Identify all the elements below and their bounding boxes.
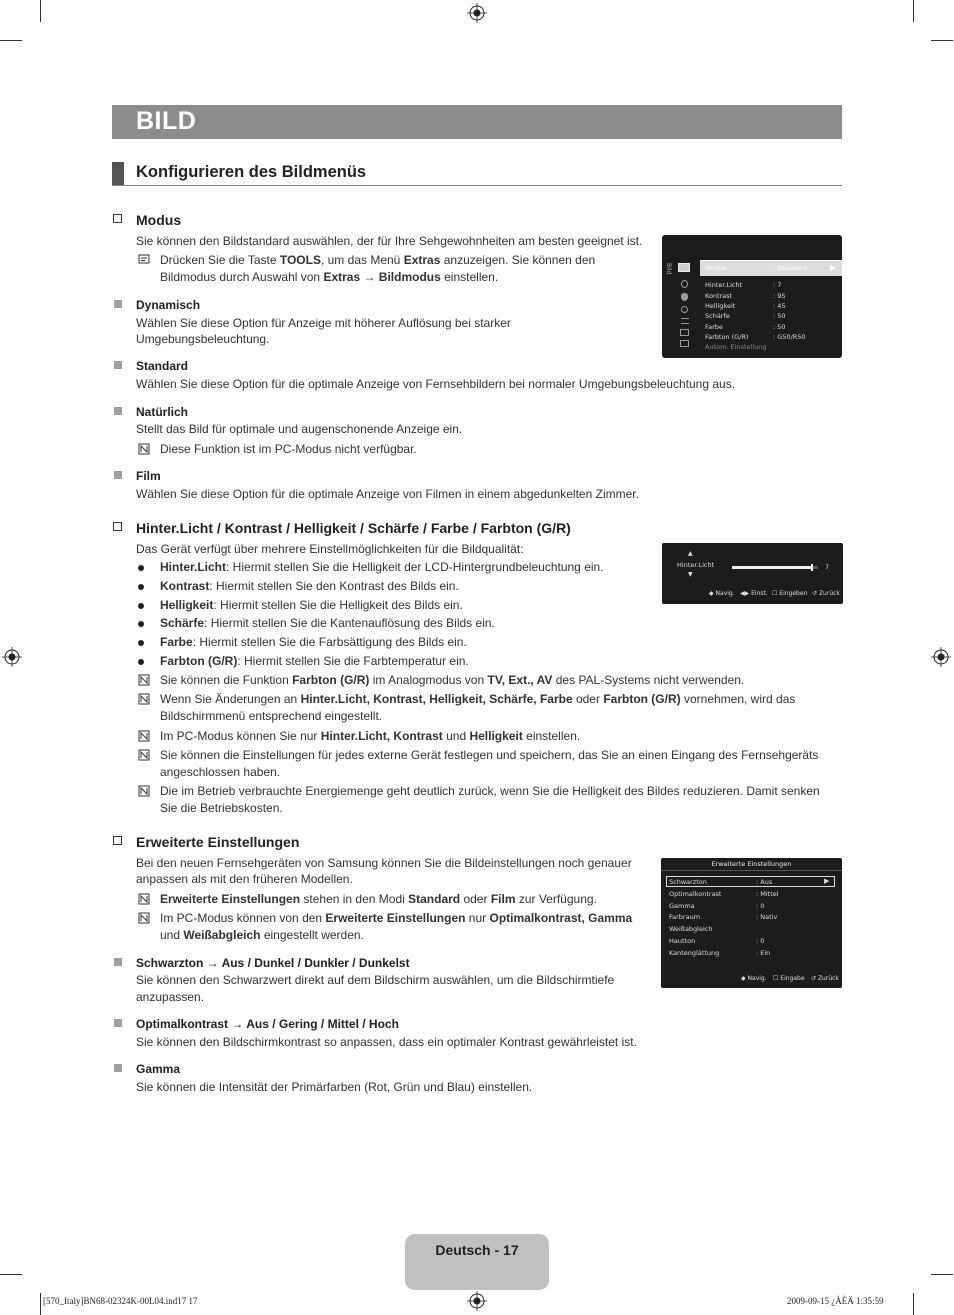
- bullet-square-icon: [114, 471, 122, 479]
- crop-mark: [0, 1274, 22, 1275]
- picture-icon: [678, 263, 690, 272]
- nav-hint: ☐ Eingabe: [773, 975, 805, 982]
- bullet-item: Hinter.Licht: Hiermit stellen Sie die Helligkeit der LCD-Hintergrundbeleuchtung ein.: [160, 560, 604, 574]
- application-icon: [680, 329, 689, 336]
- bullet-square-icon: [114, 300, 122, 308]
- screen-title: Erweiterte Einstellungen: [711, 860, 792, 868]
- bullet-square-icon: [114, 1064, 122, 1072]
- nav-hint: ◀▶ Einst.: [740, 590, 768, 597]
- erweitert-heading: Erweiterte Einstellungen: [136, 834, 300, 850]
- menu-row-label: Weißabgleich: [669, 925, 713, 933]
- natuerlich-text: Stellt das Bild für optimale und augenschonende Anzeige ein.: [136, 422, 463, 436]
- menu-row-label: Kontrast: [705, 292, 733, 300]
- menu-row-label: Autom. Einstellung: [705, 343, 767, 351]
- film-text: Wählen Sie diese Option für die optimale Anzeige von Filmen in einem abgedunkelten Zimmer.: [136, 487, 639, 501]
- registration-mark-icon: [2, 647, 22, 667]
- gamma-text: Sie können die Intensität der Primärfarben (Rot, Grün und Blau) einstellen.: [136, 1080, 533, 1094]
- bullet-square-icon: [114, 361, 122, 369]
- menu-row-label: Kantenglättung: [669, 949, 720, 957]
- nav-hint: ↺ Zurück: [812, 590, 840, 597]
- modus-intro: Sie können den Bildstandard auswählen, der für Ihre Sehgewohnheiten am besten geeignet ist.: [136, 234, 643, 248]
- menu-side-label: Bild: [665, 263, 672, 275]
- bullet-dot-icon: [138, 659, 144, 665]
- schwarzton-title: Schwarzton → Aus / Dunkel / Dunkler / Dunkelst: [136, 956, 410, 970]
- hinterlicht-note: Sie die Betriebskosten.: [160, 801, 283, 815]
- bullet-square-icon: [114, 958, 122, 966]
- menu-row-value: : 45: [773, 302, 786, 310]
- schwarzton-text: anzupassen.: [136, 990, 205, 1004]
- hinterlicht-intro: Das Gerät verfügt über mehrere Einstellmöglichkeiten für die Bildqualität:: [136, 542, 524, 556]
- bullet-square-icon: [114, 1019, 122, 1027]
- note-icon: [138, 749, 150, 761]
- hinterlicht-note: Die im Betrieb verbrauchte Energiemenge geht deutlich zurück, wenn Sie die Helligkeit des Bildes reduzieren. Damit senken: [160, 784, 820, 798]
- optimalkontrast-text: Sie können den Bildschirmkontrast so anpassen, dass ein optimaler Kontrast gewährleistet ist.: [136, 1035, 637, 1049]
- checkbox-square-icon: [113, 836, 122, 845]
- menu-row-label: Schwarzton: [669, 878, 707, 886]
- modus-tools-note-line1: Drücken Sie die Taste TOOLS, um das Menü Extras anzuzeigen. Sie können den: [160, 253, 596, 267]
- dynamisch-title: Dynamisch: [136, 298, 201, 312]
- standard-title: Standard: [136, 359, 189, 373]
- crop-mark: [40, 0, 41, 22]
- menu-row-label: Helligkeit: [705, 302, 736, 310]
- menu-row-label: Farbe: [705, 323, 723, 331]
- hinterlicht-note: Sie können die Funktion Farbton (G/R) im Analogmodus von TV, Ext., AV des PAL-Systems nicht verwenden.: [160, 673, 745, 687]
- arrow-down-icon: ▼: [688, 571, 693, 578]
- menu-row-label: Hautton: [669, 937, 696, 945]
- nav-hint: ↺ Zurück: [811, 975, 839, 982]
- optimalkontrast-title: Optimalkontrast → Aus / Gering / Mittel / Hoch: [136, 1017, 399, 1031]
- crop-mark: [0, 40, 22, 41]
- channel-icon: [681, 293, 688, 301]
- bullet-item: Helligkeit: Hiermit stellen Sie die Helligkeit des Bilds ein.: [160, 598, 463, 612]
- page-title: BILD: [136, 107, 197, 135]
- menu-row-value: : 7: [773, 281, 782, 289]
- menu-row-label: Schärfe: [705, 312, 730, 320]
- erweitert-note: und Weißabgleich eingestellt werden.: [160, 928, 364, 942]
- support-icon: [680, 340, 689, 347]
- menu-row-label: Modus: [705, 264, 727, 272]
- bullet-item: Farbton (G/R): Hiermit stellen Sie die Farbtemperatur ein.: [160, 654, 469, 668]
- screen-divider: [661, 870, 842, 871]
- menu-row-value: : Standard: [773, 264, 807, 272]
- checkbox-square-icon: [113, 522, 122, 531]
- nav-hint: ☐ Eingeben: [772, 590, 808, 597]
- registration-mark-icon: [467, 1291, 487, 1311]
- bullet-dot-icon: [138, 565, 144, 571]
- slider-fill: [732, 566, 812, 569]
- dynamisch-text: Wählen Sie diese Option für Anzeige mit höherer Auflösung bei starker: [136, 316, 511, 330]
- menu-row-value: : Mittel: [756, 890, 779, 898]
- film-title: Film: [136, 469, 161, 483]
- slider-thumb: [811, 564, 813, 571]
- menu-row-value: : 50: [773, 312, 786, 320]
- menu-row-label: Farbraum: [669, 913, 701, 921]
- bullet-dot-icon: [138, 584, 144, 590]
- erweitert-intro: Bei den neuen Fernsehgeräten von Samsung können Sie die Bildeinstellungen noch genauer: [136, 856, 632, 870]
- hinterlicht-note: Wenn Sie Änderungen an Hinter.Licht, Kontrast, Helligkeit, Schärfe, Farbe oder Farbton (G/R) vornehmen, wird das: [160, 692, 796, 706]
- bullet-item: Farbe: Hiermit stellen Sie die Farbsättigung des Bilds ein.: [160, 635, 467, 649]
- schwarzton-text: Sie können den Schwarzwert direkt auf dem Bildschirm auswählen, um die Bildschirmtiefe: [136, 973, 615, 987]
- hinterlicht-note: angeschlossen haben.: [160, 765, 281, 779]
- crop-mark: [913, 1293, 914, 1315]
- nav-hint: ◆ Navig.: [741, 975, 767, 982]
- print-timestamp: 2009-09-15 ¿ÀÈÄ 1:35:59: [787, 1296, 884, 1306]
- note-icon: [138, 443, 150, 455]
- backlight-slider-screenshot: [662, 543, 843, 604]
- erweitert-intro: anpassen als mit den früheren Modellen.: [136, 872, 353, 886]
- section-divider: [112, 185, 842, 186]
- menu-row-value: : Ein: [756, 949, 771, 957]
- menu-row-value: : G50/R50: [773, 333, 806, 341]
- bullet-item: Schärfe: Hiermit stellen Sie die Kantenauflösung des Bilds ein.: [160, 616, 495, 630]
- advanced-settings-screenshot: [661, 858, 842, 988]
- erweitert-note: Erweiterte Einstellungen stehen in den Modi Standard oder Film zur Verfügung.: [160, 892, 597, 906]
- hinterlicht-heading: Hinter.Licht / Kontrast / Helligkeit / Schärfe / Farbe / Farbton (G/R): [136, 520, 571, 536]
- registration-mark-icon: [467, 3, 487, 23]
- note-icon: [138, 693, 150, 705]
- note-icon: [138, 785, 150, 797]
- menu-row-value: : Nativ: [756, 913, 778, 921]
- note-icon: [138, 730, 150, 742]
- natuerlich-title: Natürlich: [136, 405, 189, 419]
- menu-row-value: : 0: [756, 937, 765, 945]
- arrow-right-icon: ▶: [824, 877, 830, 885]
- hinterlicht-note: Im PC-Modus können Sie nur Hinter.Licht, Kontrast und Helligkeit einstellen.: [160, 729, 581, 743]
- gamma-title: Gamma: [136, 1062, 181, 1076]
- tools-icon: [138, 253, 150, 265]
- section-title: Konfigurieren des Bildmenüs: [136, 163, 367, 181]
- erweitert-note: Im PC-Modus können von den Erweiterte Einstellungen nur Optimalkontrast, Gamma: [160, 911, 633, 925]
- modus-tools-note-line2: Bildmodus durch Auswahl von Extras → Bildmodus einstellen.: [160, 270, 499, 284]
- modus-heading: Modus: [136, 212, 182, 228]
- hinterlicht-note: Bildschirmmenü entsprechend eingestellt.: [160, 709, 383, 723]
- natuerlich-note: Diese Funktion ist im PC-Modus nicht verfügbar.: [160, 442, 417, 456]
- slider-label: Hinter.Licht: [677, 561, 715, 569]
- crop-mark: [931, 40, 953, 41]
- registration-mark-icon: [931, 647, 951, 667]
- file-info: [570_Italy]BN68-02324K-00L04.ind17 17: [43, 1296, 198, 1306]
- menu-row-label: Optimalkontrast: [669, 890, 722, 898]
- bullet-dot-icon: [138, 621, 144, 627]
- bullet-dot-icon: [138, 640, 144, 646]
- note-icon: [138, 893, 150, 905]
- slider-track: [732, 566, 818, 569]
- menu-row-label: Farbton (G/R): [705, 333, 749, 341]
- note-icon: [138, 912, 150, 924]
- menu-row-value: : Aus: [756, 878, 773, 886]
- note-icon: [138, 674, 150, 686]
- dynamisch-text: Umgebungsbeleuchtung.: [136, 332, 270, 346]
- hinterlicht-note: Sie können die Einstellungen für jedes externe Gerät festlegen und speichern, das Sie an einen Eingang des Fernsehgeräts: [160, 748, 819, 762]
- crop-mark: [913, 0, 914, 22]
- crop-mark: [40, 1293, 41, 1315]
- page-number: Deutsch - 17: [435, 1242, 519, 1258]
- bullet-square-icon: [114, 407, 122, 415]
- menu-row-label: Hinter.Licht: [705, 281, 743, 289]
- checkbox-square-icon: [113, 214, 122, 223]
- standard-text: Wählen Sie diese Option für die optimale Anzeige von Fernsehbildern bei normaler Umgebungsbeleuchtung aus.: [136, 377, 736, 391]
- arrow-right-icon: ▶: [830, 263, 837, 272]
- section-marker: [112, 162, 124, 185]
- crop-mark: [931, 1274, 953, 1275]
- setup-icon: [681, 306, 688, 313]
- menu-row-value: : 95: [773, 292, 786, 300]
- page-number-tab: [405, 1234, 549, 1290]
- bullet-dot-icon: [138, 603, 144, 609]
- menu-row-value: : 50: [773, 323, 786, 331]
- bullet-item: Kontrast: Hiermit stellen Sie den Kontrast des Bilds ein.: [160, 579, 459, 593]
- nav-hint: ◆ Navig.: [709, 590, 735, 597]
- menu-row-value: : 0: [756, 902, 765, 910]
- page-title-band: [112, 105, 842, 139]
- arrow-up-icon: ▲: [688, 550, 693, 557]
- picture-menu-screenshot: [662, 235, 842, 358]
- sound-icon: [681, 280, 688, 288]
- menu-row-label: Gamma: [669, 902, 695, 910]
- input-icon: [681, 318, 689, 324]
- slider-value: 7: [825, 563, 830, 571]
